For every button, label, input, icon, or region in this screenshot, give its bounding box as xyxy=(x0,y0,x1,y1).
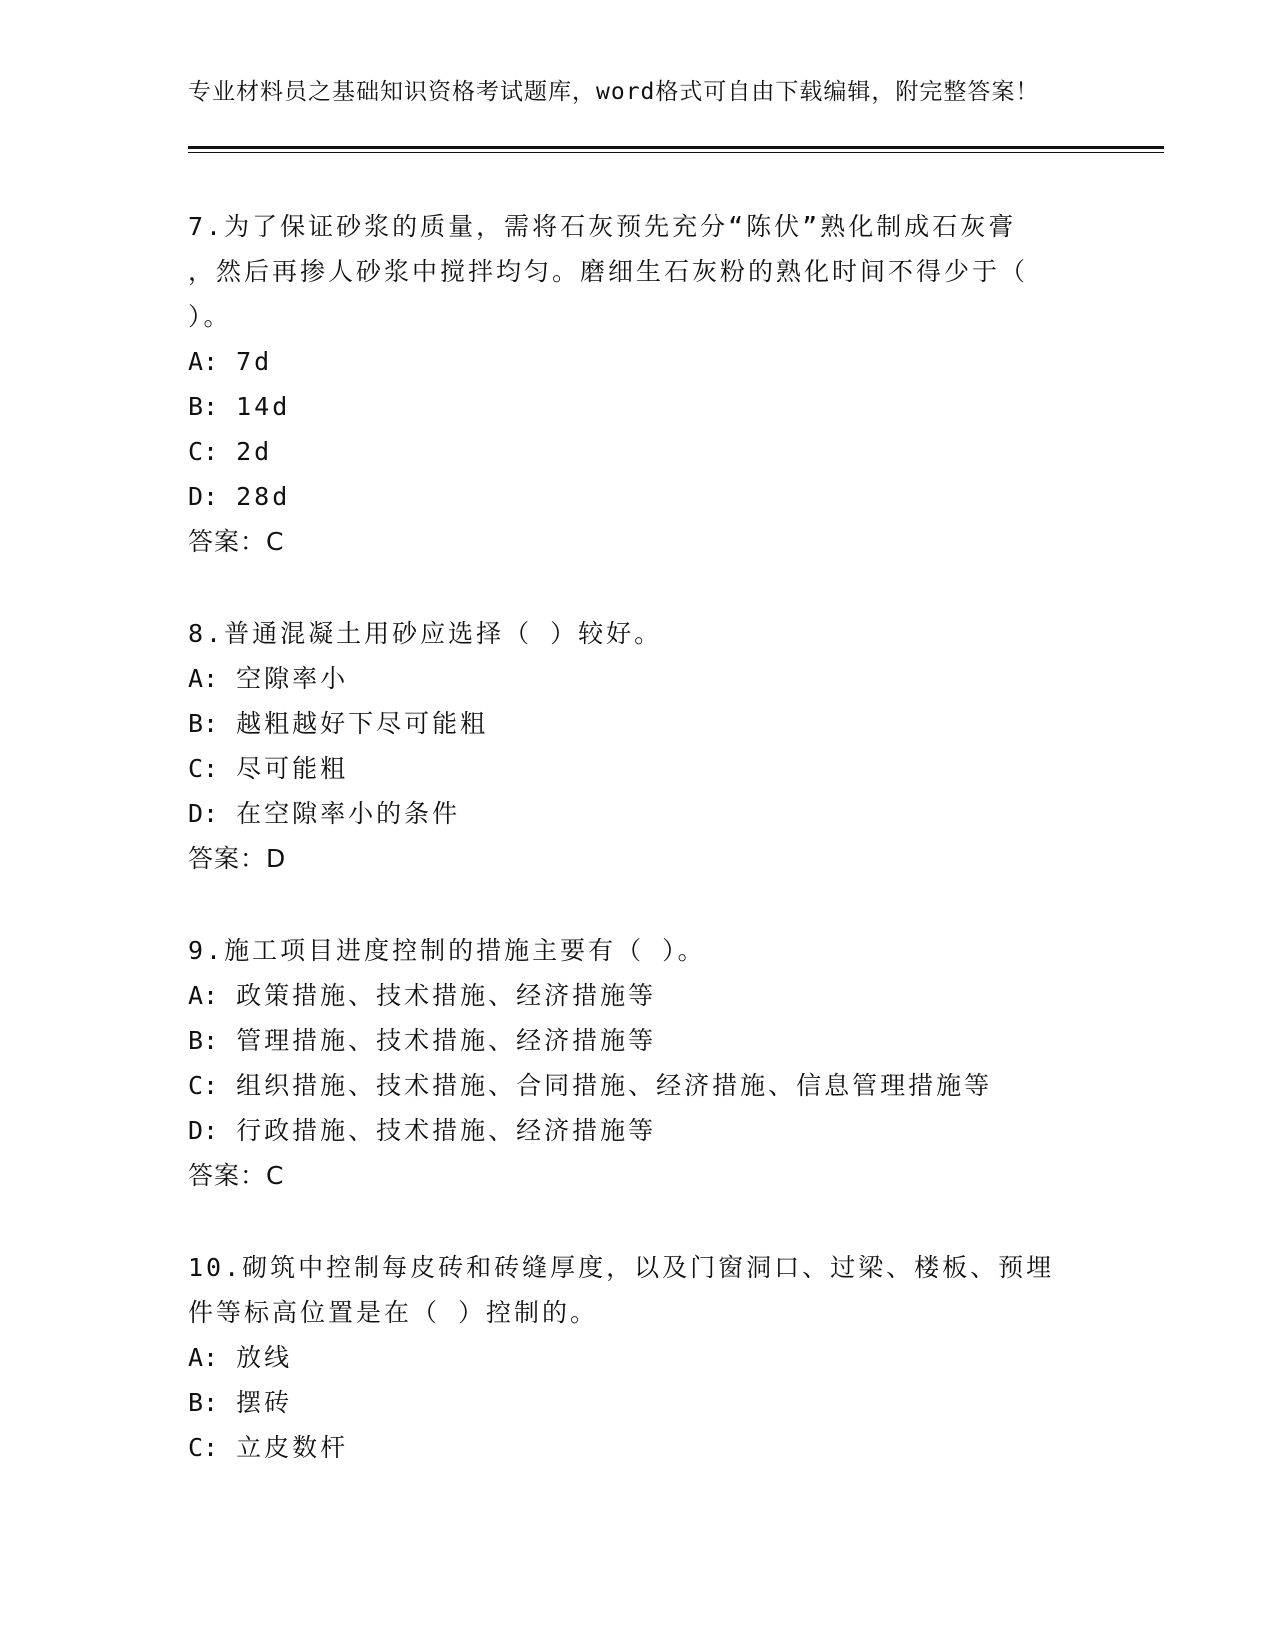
option-text: 14d xyxy=(236,392,291,421)
answer-line: 答案：D xyxy=(188,844,287,873)
option-letter: B: xyxy=(188,1026,219,1055)
question-stem: 7.为了保证砂浆的质量，需将石灰预先充分“陈伏”熟化制成石灰膏 ，然后再掺人砂浆中搅拌均匀。磨细生石灰粉的熟化时间不得少于（ ）。 xyxy=(188,212,1029,331)
option-letter: B: xyxy=(188,1388,219,1417)
question-list xyxy=(188,204,1088,1516)
option-text: 2d xyxy=(236,437,273,466)
option-letter: C: xyxy=(188,754,219,783)
option-letter: B: xyxy=(188,392,219,421)
option-letter: D: xyxy=(188,799,219,828)
option-letter: D: xyxy=(188,1116,219,1145)
option-letter: C: xyxy=(188,437,219,466)
option-letter: A: xyxy=(188,981,219,1010)
option-d xyxy=(188,474,1088,519)
option-letter: C: xyxy=(188,1071,219,1100)
option-text: 7d xyxy=(236,347,273,376)
option-text: 管理措施、技术措施、经济措施等 xyxy=(236,1026,657,1055)
option-letter: B: xyxy=(188,709,219,738)
header-rule-thin xyxy=(188,152,1164,153)
option-a xyxy=(188,656,1088,701)
page-header: 专业材料员之基础知识资格考试题库，word格式可自由下载编辑，附完整答案！ xyxy=(188,79,1040,105)
option-text: 立皮数杆 xyxy=(236,1433,349,1462)
option-d xyxy=(188,1108,1088,1153)
option-text: 28d xyxy=(236,482,291,511)
answer-line: 答案：C xyxy=(188,1161,285,1190)
option-a xyxy=(188,973,1088,1018)
option-letter: A: xyxy=(188,347,219,376)
option-b xyxy=(188,1380,1088,1425)
option-text: 越粗越好下尽可能粗 xyxy=(236,709,489,738)
option-c xyxy=(188,1425,1088,1470)
option-text: 行政措施、技术措施、经济措施等 xyxy=(236,1116,657,1145)
option-text: 在空隙率小的条件 xyxy=(236,799,461,828)
header-rule-thick xyxy=(188,146,1164,149)
option-text: 尽可能粗 xyxy=(236,754,349,783)
option-c xyxy=(188,429,1088,474)
question-stem: 8.普通混凝土用砂应选择（ ）较好。 xyxy=(188,619,663,648)
option-c xyxy=(188,746,1088,791)
question-stem: 10.砌筑中控制每皮砖和砖缝厚度，以及门窗洞口、过梁、楼板、预埋 件等标高位置是在（ ）控制的。 xyxy=(188,1253,1055,1327)
option-c xyxy=(188,1063,1088,1108)
question-9 xyxy=(188,928,1088,1199)
option-text: 政策措施、技术措施、经济措施等 xyxy=(236,981,657,1010)
option-letter: C: xyxy=(188,1433,219,1462)
option-text: 放线 xyxy=(236,1343,293,1372)
option-letter: A: xyxy=(188,664,219,693)
option-d xyxy=(188,791,1088,836)
option-letter: D: xyxy=(188,482,219,511)
option-text: 空隙率小 xyxy=(236,664,349,693)
option-text: 摆砖 xyxy=(236,1388,293,1417)
option-b xyxy=(188,1018,1088,1063)
question-stem: 9.施工项目进度控制的措施主要有（ ）。 xyxy=(188,936,706,965)
option-text: 组织措施、技术措施、合同措施、经济措施、信息管理措施等 xyxy=(236,1071,993,1100)
question-7 xyxy=(188,204,1088,565)
question-10 xyxy=(188,1245,1088,1470)
option-a xyxy=(188,339,1088,384)
option-a xyxy=(188,1335,1088,1380)
option-b xyxy=(188,384,1088,429)
option-letter: A: xyxy=(188,1343,219,1372)
answer-line: 答案：C xyxy=(188,527,285,556)
question-8 xyxy=(188,611,1088,882)
option-b xyxy=(188,701,1088,746)
